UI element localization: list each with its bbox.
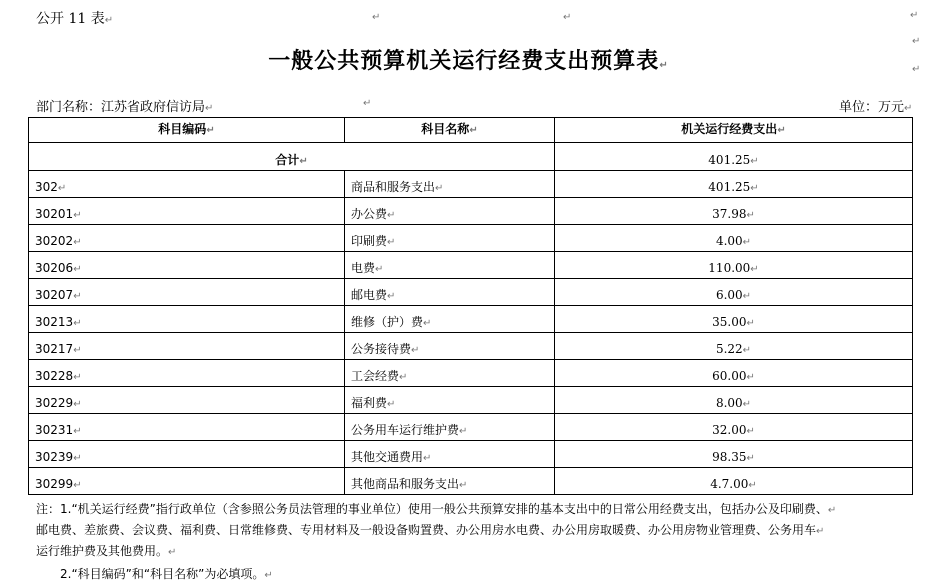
paragraph-mark-icon: ↵ (912, 64, 921, 75)
row-amount: 8.00↵ (555, 387, 913, 414)
table-row (29, 252, 913, 279)
table-header-row (29, 118, 913, 143)
budget-table (28, 117, 913, 495)
table-row (29, 225, 913, 252)
department-label: 部门名称：江苏省政府信访局↵ (36, 100, 214, 115)
paragraph-mark-icon: ↵ (205, 103, 214, 114)
row-name: 维修（护）费↵ (345, 306, 555, 333)
row-name: 办公费↵ (345, 198, 555, 225)
row-amount: 4.00↵ (555, 225, 913, 252)
row-amount: 6.00↵ (555, 279, 913, 306)
column-header-amount: 机关运行经费支出↵ (555, 118, 913, 143)
row-name: 工会经费↵ (345, 360, 555, 387)
row-name: 邮电费↵ (345, 279, 555, 306)
row-code: 30202↵ (29, 225, 345, 252)
row-code: 30229↵ (29, 387, 345, 414)
paragraph-mark-icon: ↵ (904, 103, 913, 114)
column-header-name: 科目名称↵ (345, 118, 555, 143)
table-row (29, 171, 913, 198)
row-code: 30213↵ (29, 306, 345, 333)
table-row (29, 333, 913, 360)
table-row (29, 279, 913, 306)
row-code: 302↵ (29, 171, 345, 198)
table-row (29, 360, 913, 387)
row-amount: 37.98↵ (555, 198, 913, 225)
row-name: 印刷费↵ (345, 225, 555, 252)
row-amount: 5.22↵ (555, 333, 913, 360)
row-name: 电费↵ (345, 252, 555, 279)
row-name: 其他商品和服务支出↵ (345, 468, 555, 495)
row-code: 30217↵ (29, 333, 345, 360)
table-row (29, 441, 913, 468)
total-amount: 401.25↵ (555, 143, 913, 171)
row-code: 30207↵ (29, 279, 345, 306)
row-code: 30201↵ (29, 198, 345, 225)
note-line-2: 邮电费、差旅费、会议费、福利费、日常维修费、专用材料及一般设备购置费、办公用房水电费、办公用房取暖费、办公用房物业管理费、公务用车↵ (36, 523, 825, 537)
row-code: 30299↵ (29, 468, 345, 495)
paragraph-mark-icon: ↵ (659, 60, 669, 71)
row-name: 公务接待费↵ (345, 333, 555, 360)
row-amount: 98.35↵ (555, 441, 913, 468)
table-row (29, 387, 913, 414)
row-name: 福利费↵ (345, 387, 555, 414)
unit-label: 单位：万元↵ (839, 100, 913, 115)
row-code: 30228↵ (29, 360, 345, 387)
paragraph-mark-icon: ↵ (372, 12, 381, 23)
row-name: 其他交通费用↵ (345, 441, 555, 468)
paragraph-mark-icon: ↵ (563, 12, 572, 23)
row-amount: 110.00↵ (555, 252, 913, 279)
column-header-code: 科目编码↵ (29, 118, 345, 143)
row-amount: 4.7.00↵ (555, 468, 913, 495)
row-amount: 32.00↵ (555, 414, 913, 441)
table-row (29, 306, 913, 333)
row-amount: 35.00↵ (555, 306, 913, 333)
note-line-1: 注：1.“机关运行经费”指行政单位（含参照公务员法管理的事业单位）使用一般公共预算安排的基本支出中的日常公用经费支出，包括办公及印刷费、↵ (36, 502, 837, 516)
row-amount: 60.00↵ (555, 360, 913, 387)
paragraph-mark-icon: ↵ (104, 15, 114, 26)
row-code: 30239↵ (29, 441, 345, 468)
page-title: 一般公共预算机关运行经费支出预算表↵ (268, 48, 669, 74)
note-line-4: 2.“科目编码”和“科目名称”为必填项。↵ (60, 567, 273, 581)
note-line-3: 运行维护费及其他费用。↵ (36, 544, 177, 558)
table-row (29, 414, 913, 441)
table-row (29, 468, 913, 495)
paragraph-mark-icon: ↵ (912, 36, 921, 47)
row-amount: 401.25↵ (555, 171, 913, 198)
row-name: 商品和服务支出↵ (345, 171, 555, 198)
paragraph-mark-icon: ↵ (910, 10, 919, 21)
table-body (29, 171, 913, 495)
row-code: 30231↵ (29, 414, 345, 441)
table-number-label: 公开 11 表↵ (36, 11, 114, 27)
total-label: 合计↵ (29, 143, 555, 171)
total-row (29, 143, 913, 171)
row-name: 公务用车运行维护费↵ (345, 414, 555, 441)
row-code: 30206↵ (29, 252, 345, 279)
table-row (29, 198, 913, 225)
paragraph-mark-icon: ↵ (363, 98, 372, 109)
